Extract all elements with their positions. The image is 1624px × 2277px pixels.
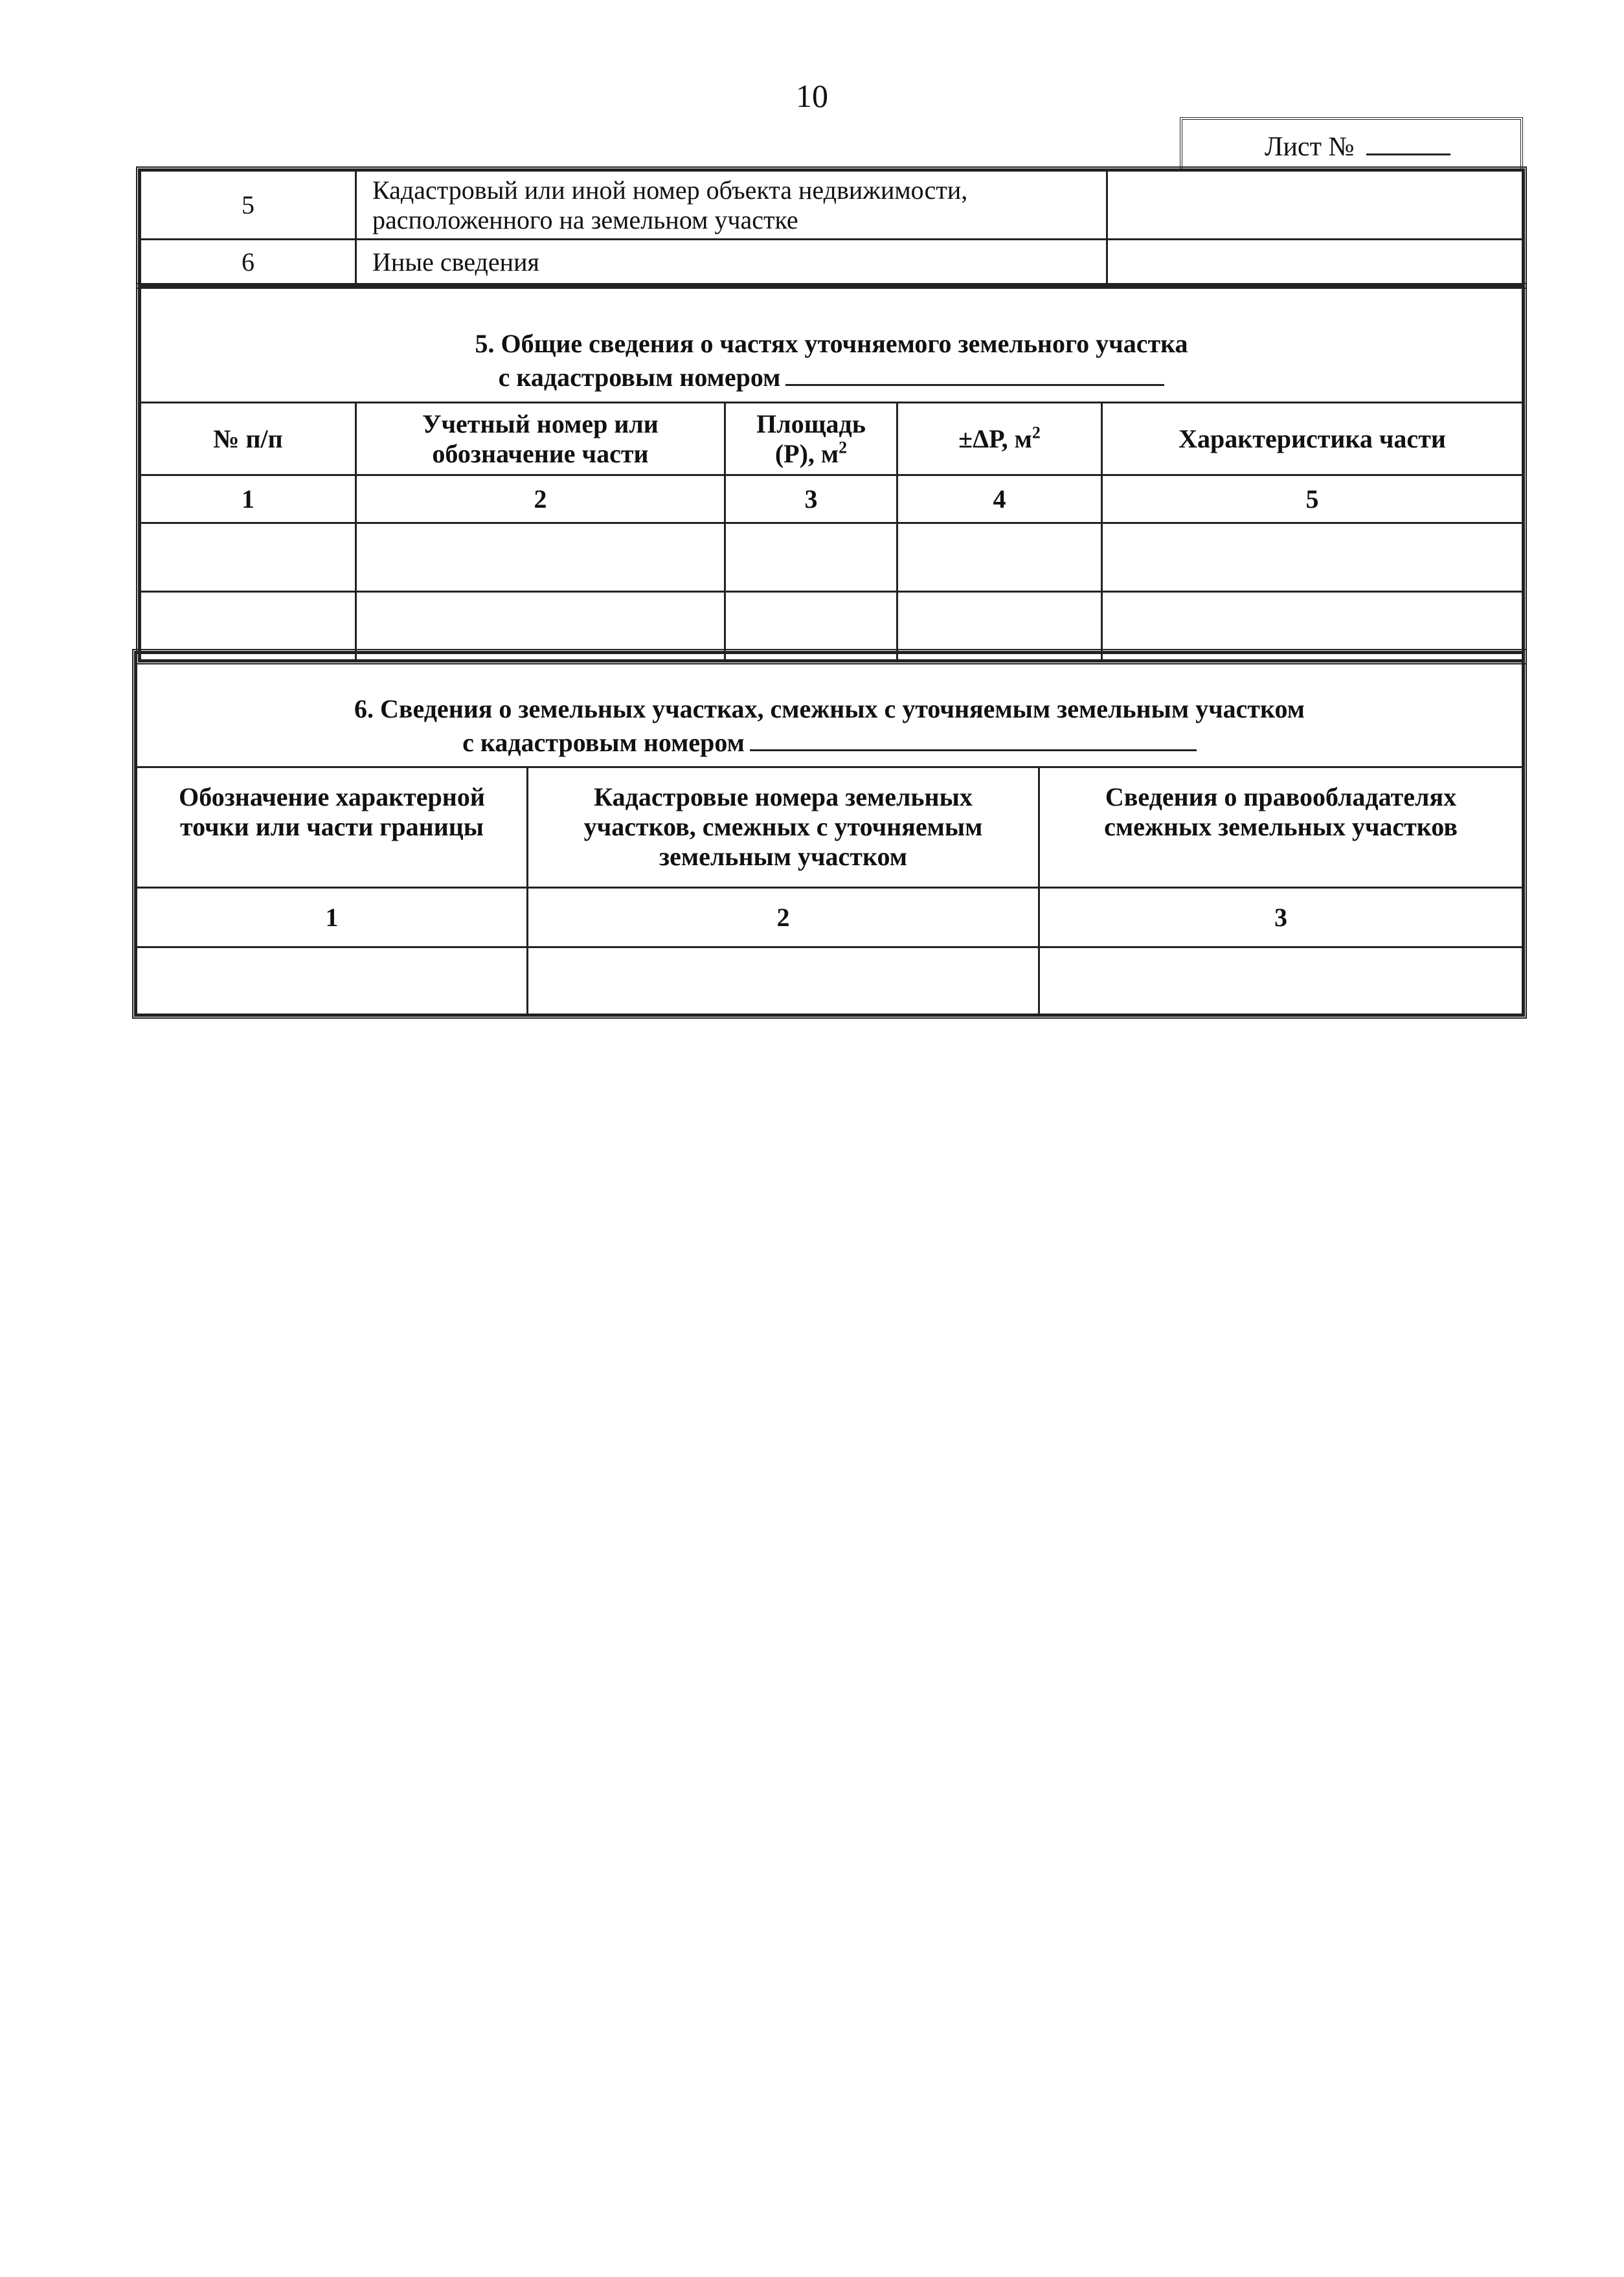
column-number: 4 <box>897 475 1102 523</box>
row-value-cell[interactable] <box>1107 240 1523 285</box>
header-part-id <box>356 403 725 475</box>
sheet-number-blank[interactable] <box>1366 130 1450 155</box>
cadastral-number-blank[interactable] <box>785 362 1164 386</box>
header-boundary-point <box>137 767 528 888</box>
column-number: 1 <box>137 888 528 947</box>
empty-cell[interactable] <box>137 947 528 1015</box>
section-6-table <box>135 652 1524 1015</box>
empty-cell[interactable] <box>1102 523 1523 592</box>
header-text: (Р), м <box>774 438 839 468</box>
section-title-line <box>141 361 1522 394</box>
object-info-table <box>139 170 1524 286</box>
table-row <box>141 171 1523 240</box>
empty-cell[interactable] <box>897 523 1102 592</box>
header-line: Площадь <box>756 409 866 438</box>
empty-cell[interactable] <box>1039 947 1523 1015</box>
header-line: Учетный номер или <box>422 409 659 438</box>
header-line: Обозначение характерной <box>179 782 485 811</box>
superscript: 2 <box>839 438 848 457</box>
empty-cell[interactable] <box>897 592 1102 661</box>
header-rightholders <box>1039 767 1523 888</box>
header-number: № п/п <box>141 403 356 475</box>
column-number: 2 <box>356 475 725 523</box>
table-row <box>137 947 1523 1015</box>
column-number: 3 <box>1039 888 1523 947</box>
header-line: Кадастровые номера земельных <box>594 782 973 811</box>
header-line: участков, смежных с уточняемым <box>583 812 983 841</box>
empty-cell[interactable] <box>725 592 897 661</box>
section-5-table <box>139 286 1524 661</box>
section-5-title <box>141 288 1523 403</box>
empty-cell[interactable] <box>356 592 725 661</box>
column-number: 5 <box>1102 475 1523 523</box>
column-number-row <box>137 888 1523 947</box>
section-title-row <box>137 653 1523 767</box>
header-area-delta <box>897 403 1102 475</box>
row-label-line: расположенного на земельном участке <box>372 205 798 234</box>
header-line <box>726 439 896 469</box>
header-line: обозначение части <box>432 438 649 468</box>
table-row <box>141 240 1523 285</box>
row-label <box>356 171 1107 240</box>
page-number: 10 <box>796 78 828 114</box>
row-value-cell[interactable] <box>1107 171 1523 240</box>
header-row <box>137 767 1523 888</box>
row-label: Иные сведения <box>356 240 1107 285</box>
sheet-label: Лист № <box>1264 132 1355 162</box>
header-area <box>725 403 897 475</box>
sheet-number-box <box>1180 117 1523 172</box>
section-title-text: с кадастровым номером <box>462 727 745 757</box>
table-row <box>141 592 1523 661</box>
header-line: смежных земельных участков <box>1104 812 1458 841</box>
table-row <box>141 523 1523 592</box>
superscript: 2 <box>1032 423 1041 442</box>
header-adjacent-numbers <box>528 767 1039 888</box>
section-title-text: с кадастровым номером <box>498 362 781 392</box>
section-6-title <box>137 653 1523 767</box>
header-text: ±ΔР, м <box>958 424 1032 453</box>
header-row <box>141 403 1523 475</box>
section-title-row <box>141 288 1523 403</box>
empty-cell[interactable] <box>141 592 356 661</box>
column-number: 3 <box>725 475 897 523</box>
empty-cell[interactable] <box>1102 592 1523 661</box>
row-number: 6 <box>141 240 356 285</box>
section-title-line: 5. Общие сведения о частях уточняемого земельного участка <box>475 328 1188 358</box>
column-number: 1 <box>141 475 356 523</box>
row-number: 5 <box>141 171 356 240</box>
column-number: 2 <box>528 888 1039 947</box>
empty-cell[interactable] <box>356 523 725 592</box>
row-label-line: Кадастровый или иной номер объекта недвижимости, <box>372 175 968 205</box>
column-number-row <box>141 475 1523 523</box>
empty-cell[interactable] <box>528 947 1039 1015</box>
cadastral-number-blank[interactable] <box>750 727 1197 751</box>
header-line: земельным участком <box>659 842 907 871</box>
header-line: Сведения о правообладателях <box>1105 782 1457 811</box>
section-title-line: 6. Сведения о земельных участках, смежных с уточняемым земельным участком <box>354 694 1305 723</box>
empty-cell[interactable] <box>725 523 897 592</box>
header-characteristic: Характеристика части <box>1102 403 1523 475</box>
header-line: точки или части границы <box>179 812 484 841</box>
section-title-line <box>137 726 1522 760</box>
empty-cell[interactable] <box>141 523 356 592</box>
